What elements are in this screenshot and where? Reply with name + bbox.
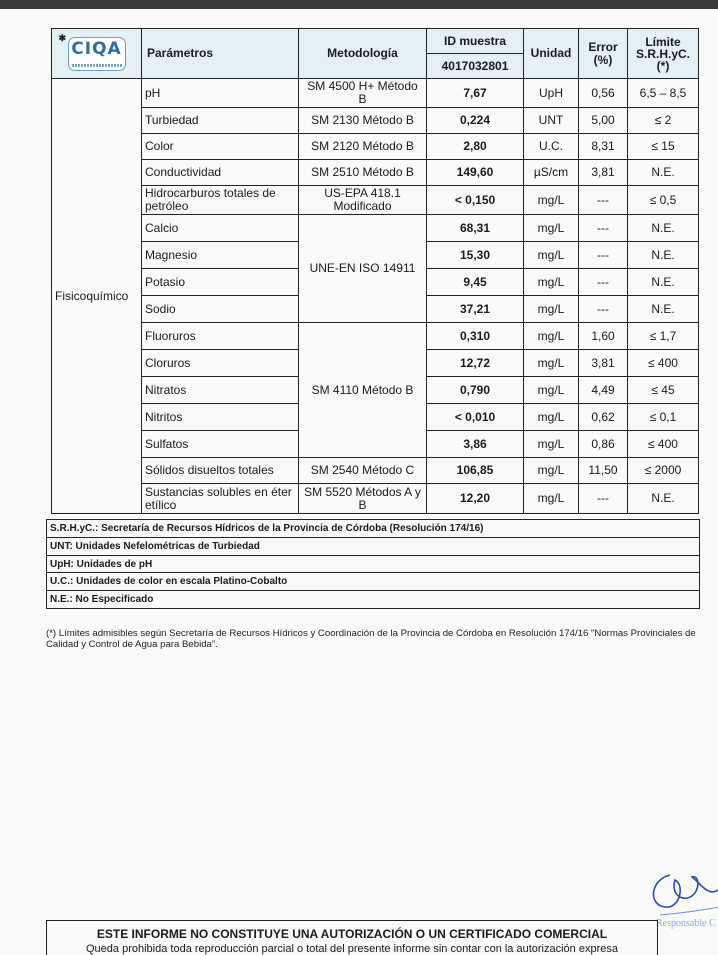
param-cell: Turbiedad (142, 108, 299, 134)
note-srhyc: S.R.H.yC.: Secretaría de Recursos Hídricos de la Provincia de Córdoba (Resolución 174/16) (47, 520, 699, 538)
logo-cell (52, 29, 142, 79)
unit-cell: mg/L (524, 377, 579, 404)
method-cell: SM 4110 Método B (299, 323, 427, 458)
limit-cell: ≤ 15 (628, 134, 699, 160)
unit-cell: UNT (524, 108, 579, 134)
value-cell: 68,31 (427, 215, 524, 242)
table-row (52, 160, 699, 186)
note-unt: UNT: Unidades Nefelométricas de Turbiedad (47, 538, 699, 556)
abbreviations-notes (46, 519, 700, 609)
limit-cell: N.E. (628, 160, 699, 186)
error-cell: --- (579, 186, 628, 215)
method-cell: SM 2130 Método B (299, 108, 427, 134)
param-cell: pH (142, 79, 299, 108)
unit-cell: mg/L (524, 323, 579, 350)
value-cell: 106,85 (427, 458, 524, 484)
value-cell: 12,72 (427, 350, 524, 377)
error-unit: (%) (593, 52, 613, 67)
header-row (52, 29, 699, 54)
col-limite (628, 29, 699, 79)
col-id-muestra: ID muestra (427, 29, 524, 54)
limit-cell: N.E. (628, 296, 699, 323)
unit-cell: mg/L (524, 296, 579, 323)
table-row (52, 323, 699, 350)
error-cell: --- (579, 215, 628, 242)
value-cell: 3,86 (427, 431, 524, 458)
param-cell: Color (142, 134, 299, 160)
error-cell: 0,56 (579, 79, 628, 108)
value-cell: < 0,150 (427, 186, 524, 215)
error-cell: --- (579, 242, 628, 269)
col-metodologia: Metodología (299, 29, 427, 79)
value-cell: 149,60 (427, 160, 524, 186)
unit-cell: mg/L (524, 431, 579, 458)
param-cell: Sodio (142, 296, 299, 323)
limit-cell: N.E. (628, 215, 699, 242)
error-cell: 0,86 (579, 431, 628, 458)
unit-cell: mg/L (524, 350, 579, 377)
param-cell: Sulfatos (142, 431, 299, 458)
table-row (52, 458, 699, 484)
value-cell: 12,20 (427, 484, 524, 514)
value-cell: 0,224 (427, 108, 524, 134)
unit-cell: mg/L (524, 458, 579, 484)
note-uc: U.C.: Unidades de color en escala Platino-Cobalto (47, 573, 699, 591)
method-cell: UNE-EN ISO 14911 (299, 215, 427, 323)
limit-cell: ≤ 45 (628, 377, 699, 404)
limit-cell: 6,5 – 8,5 (628, 79, 699, 108)
results-table (51, 28, 699, 514)
param-cell: Calcio (142, 215, 299, 242)
error-cell: 3,81 (579, 350, 628, 377)
param-cell: Cloruros (142, 350, 299, 377)
param-cell: Fluoruros (142, 323, 299, 350)
limit-cell: ≤ 2000 (628, 458, 699, 484)
error-cell: --- (579, 484, 628, 514)
stamp-text: Responsable C (656, 918, 716, 929)
note-ne: N.E.: No Especificado (47, 591, 699, 609)
limite-asterisk: (*) (656, 58, 670, 73)
param-cell: Hidrocarburos totales de petróleo (142, 186, 299, 215)
table-row (52, 186, 699, 215)
param-cell: Sólidos disueltos totales (142, 458, 299, 484)
value-cell: < 0,010 (427, 404, 524, 431)
error-cell: 4,49 (579, 377, 628, 404)
error-cell: 1,60 (579, 323, 628, 350)
value-cell: 0,790 (427, 377, 524, 404)
value-cell: 9,45 (427, 269, 524, 296)
stamp (656, 918, 716, 929)
limit-cell: ≤ 0,5 (628, 186, 699, 215)
unit-cell: mg/L (524, 242, 579, 269)
value-cell: 2,80 (427, 134, 524, 160)
limit-cell: ≤ 1,7 (628, 323, 699, 350)
value-cell: 15,30 (427, 242, 524, 269)
method-cell: US-EPA 418.1 Modificado (299, 186, 427, 215)
table-row (52, 108, 699, 134)
error-cell: 5,00 (579, 108, 628, 134)
note-uph: UpH: Unidades de pH (47, 556, 699, 574)
ciqa-logo (58, 32, 126, 71)
error-label: Error (588, 39, 618, 54)
error-cell: --- (579, 269, 628, 296)
col-error (579, 29, 628, 79)
error-cell: 8,31 (579, 134, 628, 160)
limit-cell: N.E. (628, 242, 699, 269)
col-unidad: Unidad (524, 29, 579, 79)
method-cell: SM 2540 Método C (299, 458, 427, 484)
limit-cell: N.E. (628, 269, 699, 296)
footnote: (*) Límites admisibles según Secretaría de Recursos Hídricos y Coordinación de la Provincia de Córdoba en Resolución 174/16 "Normas Provinciales de Calidad y Control de Agua para Bebida". (46, 628, 696, 650)
method-cell: SM 5520 Métodos A y B (299, 484, 427, 514)
value-cell: 7,67 (427, 79, 524, 108)
error-cell: 0,62 (579, 404, 628, 431)
limit-cell: ≤ 2 (628, 108, 699, 134)
table-row (52, 79, 699, 108)
error-cell: 11,50 (579, 458, 628, 484)
method-cell: SM 2120 Método B (299, 134, 427, 160)
top-dark-bar (0, 0, 718, 9)
param-cell: Potasio (142, 269, 299, 296)
unit-cell: U.C. (524, 134, 579, 160)
limit-cell: ≤ 400 (628, 350, 699, 377)
error-cell: --- (579, 296, 628, 323)
category-cell: Fisicoquímico (52, 79, 142, 514)
col-parametros: Parámetros (142, 29, 299, 79)
value-cell: 37,21 (427, 296, 524, 323)
table-row (52, 215, 699, 242)
logo-subtitle-line (72, 64, 122, 67)
error-cell: 3,81 (579, 160, 628, 186)
unit-cell: mg/L (524, 215, 579, 242)
limit-cell: ≤ 0,1 (628, 404, 699, 431)
unit-cell: mg/L (524, 186, 579, 215)
limit-cell: ≤ 400 (628, 431, 699, 458)
star-icon: ✱ (58, 32, 67, 43)
param-cell: Nitratos (142, 377, 299, 404)
limit-cell: N.E. (628, 484, 699, 514)
unit-cell: mg/L (524, 269, 579, 296)
method-cell: SM 4500 H+ Método B (299, 79, 427, 108)
unit-cell: mg/L (524, 404, 579, 431)
unit-cell: mg/L (524, 484, 579, 514)
disclaimer-subtitle: Queda prohibida toda reproducción parcial o total del presente informe sin contar con la autorización expresa (86, 943, 618, 955)
param-cell: Sustancias solubles en éter etílico (142, 484, 299, 514)
limite-label: Límite (645, 34, 681, 49)
limite-authority: S.R.H.yC. (635, 46, 690, 61)
table-row (52, 484, 699, 514)
unit-cell: µS/cm (524, 160, 579, 186)
disclaimer-box (46, 920, 658, 955)
logo-text: CIQA (71, 38, 122, 59)
sample-id: 4017032801 (427, 54, 524, 79)
param-cell: Magnesio (142, 242, 299, 269)
method-cell: SM 2510 Método B (299, 160, 427, 186)
value-cell: 0,310 (427, 323, 524, 350)
unit-cell: UpH (524, 79, 579, 108)
disclaimer-title: ESTE INFORME NO CONSTITUYE UNA AUTORIZACIÓN O UN CERTIFICADO COMERCIAL (96, 927, 608, 941)
table-row (52, 134, 699, 160)
param-cell: Nitritos (142, 404, 299, 431)
param-cell: Conductividad (142, 160, 299, 186)
